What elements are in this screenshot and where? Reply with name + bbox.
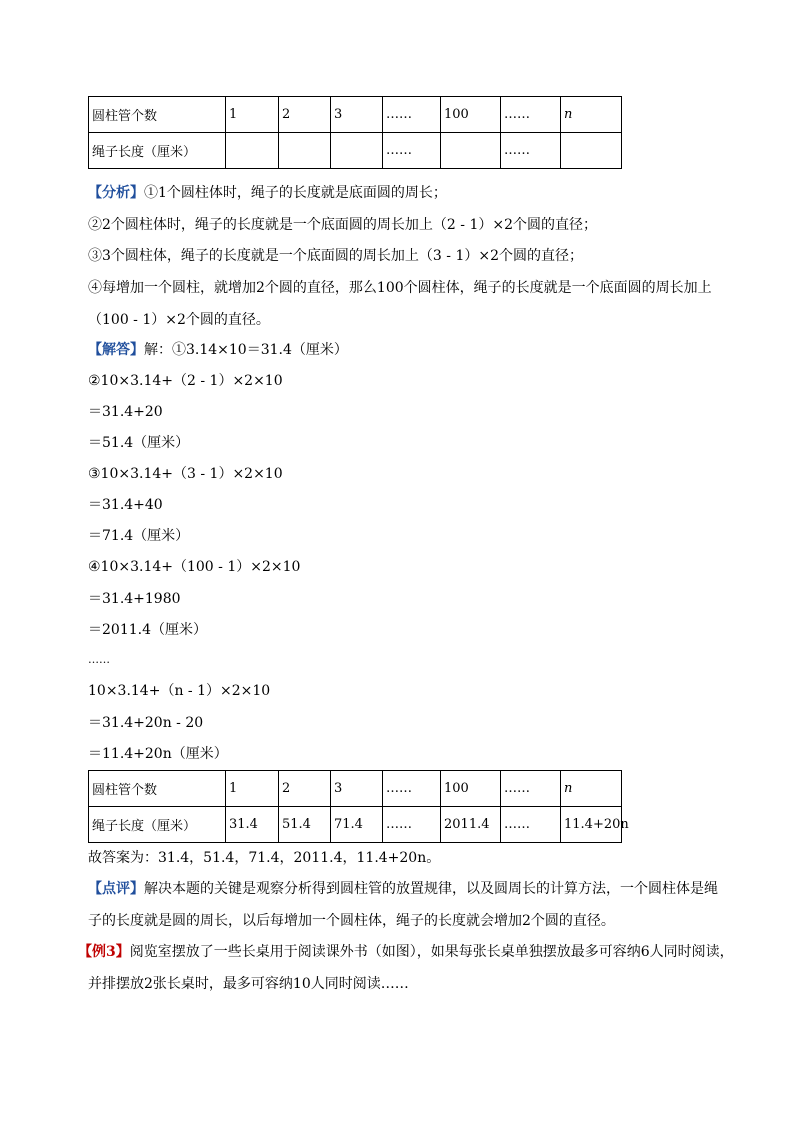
answer-line-10: ＝2011.4（厘米）: [88, 622, 207, 638]
table-cell: 绳子长度（厘米）: [89, 807, 226, 843]
table-row: [89, 807, 622, 843]
answer-line-1: 【解答】解：①3.14×10＝31.4（厘米）: [88, 342, 348, 358]
table-cell: ……: [383, 807, 441, 843]
table-row: [89, 771, 622, 807]
table-cell: [561, 133, 622, 169]
table-cell: ……: [501, 771, 561, 807]
answer-line-3: ＝31.4+20: [88, 404, 163, 420]
table-cell: 51.4: [279, 807, 331, 843]
answer-line-5: ③10×3.14+（3 - 1）×2×10: [88, 466, 283, 482]
analysis-line-5: （100 - 1）×2个圆的直径。: [88, 312, 270, 328]
answer-tag: 【解答】: [88, 342, 144, 358]
example3-line-1: 【例3】阅览室摆放了一些长桌用于阅读课外书（如图），如果每张长桌单独摆放最多可容纳6人同时阅读，: [78, 944, 734, 960]
table-cell: ……: [501, 133, 561, 169]
comment-line-1: 【点评】解决本题的关键是观察分析得到圆柱管的放置规律，以及圆周长的计算方法，一个圆柱体是绳: [88, 881, 718, 897]
table-cell: ……: [383, 771, 441, 807]
table-cylinder-count-empty: [88, 96, 622, 169]
table-cell: 71.4: [331, 807, 383, 843]
table-cell: n: [561, 97, 622, 133]
answer-line-11: ……: [88, 653, 110, 666]
table-cell: [331, 133, 383, 169]
table-cell: 31.4: [226, 807, 279, 843]
table-row: [89, 97, 622, 133]
answer-line-12: 10×3.14+（n - 1）×2×10: [88, 683, 271, 699]
table-cell: 100: [441, 771, 501, 807]
table-cell: ……: [501, 97, 561, 133]
analysis-tag: 【分析】: [88, 185, 144, 201]
table-cell: [279, 133, 331, 169]
table-cell: 1: [226, 97, 279, 133]
comment-line-2: 子的长度就是圆的周长，以后每增加一个圆柱体，绳子的长度就会增加2个圆的直径。: [88, 913, 615, 929]
table-cell: 3: [331, 771, 383, 807]
table-cell: 1: [226, 771, 279, 807]
table-cell: 绳子长度（厘米）: [89, 133, 226, 169]
analysis-line-4: ④每增加一个圆柱，就增加2个圆的直径，那么100个圆柱体，绳子的长度就是一个底面圆的周长加上: [88, 280, 712, 296]
comment-tag: 【点评】: [88, 881, 144, 897]
table-cell: 圆柱管个数: [89, 771, 226, 807]
analysis-line-2: ②2个圆柱体时，绳子的长度就是一个底面圆的周长加上（2 - 1）×2个圆的直径；: [88, 217, 597, 233]
answer-line-7: ＝71.4（厘米）: [88, 528, 190, 544]
table-cell: 2011.4: [441, 807, 501, 843]
answer-line-4: ＝51.4（厘米）: [88, 435, 190, 451]
table-cell: 11.4+20n: [561, 807, 622, 843]
table-cell: ……: [501, 807, 561, 843]
answer-line-2: ②10×3.14+（2 - 1）×2×10: [88, 373, 283, 389]
conclusion-line: 故答案为：31.4，51.4，71.4，2011.4，11.4+20n。: [88, 850, 441, 866]
table-cell: [226, 133, 279, 169]
table-cell: 圆柱管个数: [89, 97, 226, 133]
table-row: [89, 133, 622, 169]
table-cell: 3: [331, 97, 383, 133]
answer-line-14: ＝11.4+20n（厘米）: [88, 746, 228, 762]
answer-line-13: ＝31.4+20n - 20: [88, 715, 204, 731]
example3-line-2: 并排摆放2张长桌时，最多可容纳10人同时阅读……: [88, 976, 409, 992]
answer-line-6: ＝31.4+40: [88, 497, 163, 513]
analysis-line-3: ③3个圆柱体，绳子的长度就是一个底面圆的周长加上（3 - 1）×2个圆的直径；: [88, 248, 583, 264]
table-cell: ……: [383, 97, 441, 133]
table-cell: 2: [279, 771, 331, 807]
table-cell: n: [561, 771, 622, 807]
answer-line-9: ＝31.4+1980: [88, 591, 181, 607]
table-cell: [441, 133, 501, 169]
table-cell: ……: [383, 133, 441, 169]
example3-tag: 【例3】: [78, 944, 130, 960]
answer-line-8: ④10×3.14+（100 - 1）×2×10: [88, 559, 301, 575]
table-cell: 2: [279, 97, 331, 133]
table-cell: 100: [441, 97, 501, 133]
table-cylinder-count-filled: [88, 770, 629, 843]
analysis-line-1: 【分析】①1个圆柱体时，绳子的长度就是底面圆的周长；: [88, 185, 447, 201]
